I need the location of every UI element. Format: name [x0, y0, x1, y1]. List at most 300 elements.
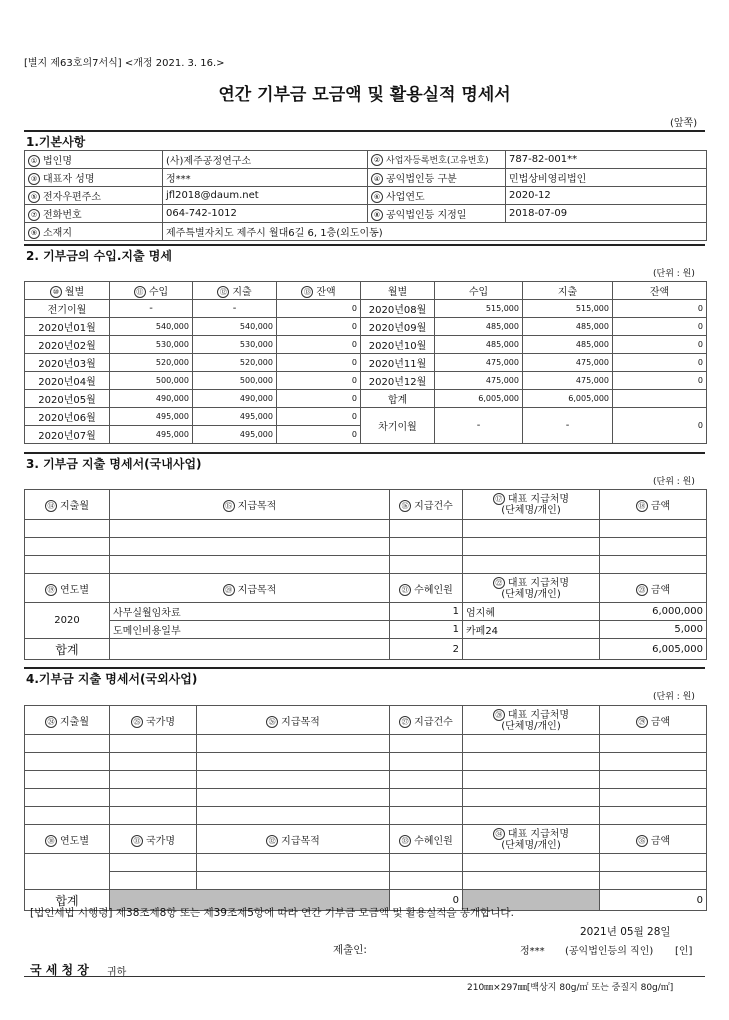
expense-cell: - — [193, 300, 277, 318]
expense-cell: 475,000 — [523, 354, 613, 372]
circled-number: ㉞ — [493, 828, 505, 840]
balance-cell: 0 — [277, 390, 361, 408]
income-expense-table — [24, 281, 707, 444]
header-label: 잔액 — [316, 287, 336, 298]
corp-type-value: 민법상비영리법인 — [506, 169, 707, 187]
table-row — [25, 603, 707, 621]
empty-row — [25, 520, 707, 538]
header-cell — [110, 574, 390, 603]
balance-cell: 0 — [277, 408, 361, 426]
header-cell — [600, 706, 707, 735]
header-cell: 지출 — [523, 282, 613, 300]
circled-number: ⑭ — [45, 500, 57, 512]
balance-cell: 0 — [613, 354, 707, 372]
header-cell — [463, 706, 600, 735]
empty-cell — [390, 538, 463, 556]
label-cell — [25, 169, 163, 187]
header-label: 지출월 — [60, 501, 89, 512]
email-value: jfl2018@daum.net — [163, 187, 368, 205]
total-amount: 0 — [600, 890, 707, 911]
header-label: 지급목적 — [237, 501, 277, 512]
header-label: 금액 — [650, 501, 671, 512]
footer-divider — [24, 976, 705, 977]
header-cell — [600, 490, 707, 520]
table-header-row — [25, 490, 707, 520]
header-cell — [25, 574, 110, 603]
empty-cell — [110, 639, 390, 660]
header-label: 연도별 — [60, 835, 89, 847]
empty-cell — [600, 789, 707, 807]
total-count: 0 — [390, 890, 463, 911]
balance-cell: 0 — [613, 336, 707, 354]
header-label: 지출 — [232, 287, 252, 298]
empty-cell — [600, 807, 707, 825]
basic-info-row — [25, 205, 707, 223]
header-cell — [600, 574, 707, 603]
empty-cell — [110, 872, 197, 890]
empty-cell — [110, 556, 390, 574]
header-cell — [25, 282, 110, 300]
header-label: 수혜인원 — [414, 584, 453, 596]
empty-cell — [25, 556, 110, 574]
month-cell: 전기이월 — [25, 300, 110, 318]
header-cell — [110, 706, 197, 735]
recipient: 국 세 청 장 — [30, 963, 89, 977]
submitter-label: 제출인: — [333, 944, 367, 956]
empty-cell — [197, 854, 390, 872]
circled-number: ⑬ — [301, 286, 313, 298]
carry-over-expense: - — [523, 408, 613, 444]
fiscal-year-value: 2020-12 — [506, 187, 707, 205]
domestic-expense-table — [24, 489, 707, 660]
label-cell — [25, 151, 163, 169]
table-header-row — [25, 574, 707, 603]
section-4-title: 4.기부금 지출 명세서(국외사업) — [26, 672, 198, 686]
empty-cell — [600, 854, 707, 872]
expense-cell: 495,000 — [193, 426, 277, 444]
circled-number: ⑱ — [636, 500, 648, 512]
empty-cell — [110, 771, 197, 789]
circled-number: ⑤ — [28, 191, 40, 203]
month-cell: 2020년11월 — [361, 354, 435, 372]
empty-cell — [25, 789, 110, 807]
empty-cell — [390, 735, 463, 753]
circled-number: ㉒ — [493, 577, 505, 589]
month-cell: 2020년01월 — [25, 318, 110, 336]
section-2-title: 2. 기부금의 수입.지출 명세 — [26, 249, 172, 263]
recipient-honorific: 귀하 — [107, 967, 127, 978]
document-title: 연간 기부금 모금액 및 활용실적 명세서 — [218, 85, 511, 105]
empty-cell — [110, 854, 197, 872]
label-cell — [25, 223, 163, 241]
label-cell — [368, 187, 506, 205]
empty-cell — [390, 556, 463, 574]
header-label: 대표 지급처명 — [507, 828, 570, 840]
balance-cell: 0 — [277, 336, 361, 354]
month-cell: 2020년02월 — [25, 336, 110, 354]
empty-row — [25, 771, 707, 789]
table-row — [25, 336, 707, 354]
label-cell — [368, 169, 506, 187]
representative-value: 정*** — [163, 169, 368, 187]
designation-date-value: 2018-07-09 — [506, 205, 707, 223]
circled-number: ㉟ — [636, 835, 648, 847]
empty-row — [25, 807, 707, 825]
income-cell: 485,000 — [435, 336, 523, 354]
circled-number: ㉕ — [131, 716, 143, 728]
circled-number: ⑨ — [28, 227, 40, 239]
empty-cell — [463, 538, 600, 556]
empty-cell — [25, 735, 110, 753]
empty-cell — [600, 771, 707, 789]
corp-name-value: (사)제주공정연구소 — [163, 151, 368, 169]
empty-row — [25, 538, 707, 556]
address-value: 제주특별자치도 제주시 월대6길 6, 1층(외도이동) — [163, 223, 707, 241]
total-label-cell: 합계 — [361, 390, 435, 408]
header-cell — [25, 825, 110, 854]
empty-cell — [25, 520, 110, 538]
header-label: 지급목적 — [237, 584, 277, 596]
empty-cell — [390, 789, 463, 807]
circled-number: ⑪ — [134, 286, 146, 298]
field-label: 대표자 성명 — [43, 174, 95, 185]
circled-number: ㉙ — [636, 716, 648, 728]
table-row — [25, 318, 707, 336]
empty-row — [25, 735, 707, 753]
empty-row — [25, 854, 707, 872]
expense-cell: 530,000 — [193, 336, 277, 354]
table-row — [25, 300, 707, 318]
seal-role: (공익법인등의 직인) — [565, 946, 654, 957]
field-label: 사업자등록번호(고유번호) — [386, 156, 489, 166]
income-cell: - — [110, 300, 193, 318]
empty-cell — [600, 520, 707, 538]
balance-cell: 0 — [613, 318, 707, 336]
header-cell — [277, 282, 361, 300]
empty-cell — [600, 538, 707, 556]
income-total-cell: 6,005,000 — [435, 390, 523, 408]
table-header-row — [25, 706, 707, 735]
field-label: 사업연도 — [386, 192, 425, 203]
circled-number: ㉜ — [266, 835, 278, 847]
table-header-row — [25, 282, 707, 300]
empty-cell — [390, 872, 463, 890]
header-label: 수입 — [148, 287, 169, 298]
expense-cell: 495,000 — [193, 408, 277, 426]
circled-number: ㉔ — [45, 716, 57, 728]
total-label: 합계 — [25, 890, 110, 911]
circled-number: ⑫ — [217, 286, 229, 298]
empty-cell — [25, 753, 110, 771]
balance-cell — [613, 390, 707, 408]
label-cell — [368, 151, 506, 169]
table-row — [25, 372, 707, 390]
expense-cell: 485,000 — [523, 318, 613, 336]
count-cell: 1 — [390, 603, 463, 621]
expense-cell: 485,000 — [523, 336, 613, 354]
expense-cell: 515,000 — [523, 300, 613, 318]
section-1-title: 1.기본사항 — [26, 135, 86, 149]
balance-cell: 0 — [277, 372, 361, 390]
balance-cell: 0 — [277, 354, 361, 372]
submission-date: 2021년 05월 28일 — [580, 926, 671, 938]
unit-label: (단위 : 원) — [653, 477, 695, 487]
header-cell — [463, 490, 600, 520]
month-cell: 2020년10월 — [361, 336, 435, 354]
empty-cell — [25, 538, 110, 556]
unit-label: (단위 : 원) — [653, 692, 695, 702]
empty-cell — [25, 771, 110, 789]
section-divider — [24, 452, 705, 454]
circled-number: ⑥ — [371, 191, 383, 203]
table-row — [25, 390, 707, 408]
circled-number: ④ — [371, 173, 383, 185]
field-label: 전화번호 — [43, 210, 82, 221]
phone-value: 064-742-1012 — [163, 205, 368, 223]
carry-over-label: 차기이월 — [361, 408, 435, 444]
section-divider — [24, 244, 705, 246]
empty-cell — [110, 520, 390, 538]
empty-cell — [600, 735, 707, 753]
empty-cell — [463, 556, 600, 574]
empty-cell — [600, 753, 707, 771]
empty-row — [25, 753, 707, 771]
amount-cell: 5,000 — [600, 621, 707, 639]
empty-cell — [197, 789, 390, 807]
month-cell: 2020년07월 — [25, 426, 110, 444]
empty-cell — [110, 789, 197, 807]
header-label: 대표 지급처명 — [507, 577, 570, 589]
circled-number: ㉝ — [399, 835, 411, 847]
empty-row — [25, 556, 707, 574]
empty-cell — [110, 807, 197, 825]
empty-cell — [197, 872, 390, 890]
circled-number: ㉑ — [399, 584, 411, 596]
income-cell: 530,000 — [110, 336, 193, 354]
header-cell — [110, 490, 390, 520]
circled-number: ㉚ — [45, 835, 57, 847]
empty-cell — [110, 538, 390, 556]
header-label: 수혜인원 — [414, 835, 453, 847]
header-label: 금액 — [650, 835, 671, 847]
balance-cell: 0 — [277, 318, 361, 336]
empty-cell — [390, 854, 463, 872]
total-count: 2 — [390, 639, 463, 660]
month-cell: 2020년05월 — [25, 390, 110, 408]
circled-number: ㉖ — [266, 716, 278, 728]
header-cell: 월별 — [361, 282, 435, 300]
circled-number: ㉓ — [636, 584, 648, 596]
total-row — [25, 639, 707, 660]
carry-over-income: - — [435, 408, 523, 444]
paper-spec: 210㎜×297㎜[백상지 80g/㎡ 또는 중질지 80g/㎡] — [467, 983, 674, 993]
header-cell: 수입 — [435, 282, 523, 300]
header-cell — [197, 706, 390, 735]
month-cell: 2020년12월 — [361, 372, 435, 390]
circled-number: ㉘ — [493, 709, 505, 721]
empty-cell — [110, 753, 197, 771]
purpose-cell: 사무실월임차료 — [110, 603, 390, 621]
header-label: (단체명/개인) — [501, 839, 561, 851]
basic-info-row — [25, 223, 707, 241]
seal-mark: [인] — [675, 946, 693, 957]
empty-cell — [110, 735, 197, 753]
field-label: 공익법인등 지정일 — [386, 210, 467, 221]
expense-cell: 540,000 — [193, 318, 277, 336]
income-cell: 485,000 — [435, 318, 523, 336]
label-cell — [25, 187, 163, 205]
table-header-row — [25, 825, 707, 854]
empty-cell — [463, 872, 600, 890]
amount-cell: 6,000,000 — [600, 603, 707, 621]
front-page-label: (앞쪽) — [670, 118, 698, 129]
empty-cell — [197, 807, 390, 825]
header-label: (단체명/개인) — [501, 720, 561, 732]
month-cell: 2020년04월 — [25, 372, 110, 390]
empty-cell — [390, 771, 463, 789]
circled-number: ① — [28, 155, 40, 167]
header-label: 연도별 — [60, 584, 89, 596]
balance-cell: 0 — [613, 300, 707, 318]
circled-number: ⑰ — [493, 493, 505, 505]
empty-row — [25, 872, 707, 890]
income-cell: 515,000 — [435, 300, 523, 318]
total-amount: 6,005,000 — [600, 639, 707, 660]
header-cell — [193, 282, 277, 300]
basic-info-row — [25, 169, 707, 187]
header-label: 국가명 — [146, 835, 175, 847]
section-3-title: 3. 기부금 지출 명세서(국내사업) — [26, 457, 202, 471]
header-label: 대표 지급처명 — [507, 709, 570, 721]
legal-notice: [법인세법 시행령] 제38조제8항 또는 제39조제5항에 따라 연간 기부금 모금액 및 활용실적을 공개합니다. — [30, 907, 514, 919]
empty-row — [25, 789, 707, 807]
circled-number: ⑮ — [223, 500, 235, 512]
header-cell — [463, 574, 600, 603]
empty-cell — [390, 520, 463, 538]
header-label: 지급목적 — [281, 716, 320, 728]
carry-over-balance: 0 — [613, 408, 707, 444]
count-cell: 1 — [390, 621, 463, 639]
header-cell — [600, 825, 707, 854]
empty-cell — [25, 854, 110, 890]
header-cell: 잔액 — [613, 282, 707, 300]
balance-cell: 0 — [277, 426, 361, 444]
circled-number: ⑦ — [28, 209, 40, 221]
unit-label: (단위 : 원) — [653, 269, 695, 279]
empty-cell — [25, 807, 110, 825]
expense-cell: 475,000 — [523, 372, 613, 390]
empty-cell — [600, 872, 707, 890]
header-cell — [390, 706, 463, 735]
header-label: 국가명 — [146, 716, 175, 728]
circled-number: ⑩ — [50, 286, 62, 298]
header-cell — [390, 574, 463, 603]
overseas-expense-table — [24, 705, 707, 911]
expense-cell: 520,000 — [193, 354, 277, 372]
header-label: 지급목적 — [281, 835, 320, 847]
empty-cell — [463, 639, 600, 660]
header-label: 금액 — [650, 716, 671, 728]
empty-cell — [463, 789, 600, 807]
expense-cell: 490,000 — [193, 390, 277, 408]
empty-cell — [600, 556, 707, 574]
income-cell: 475,000 — [435, 372, 523, 390]
income-cell: 520,000 — [110, 354, 193, 372]
expense-total-cell: 6,005,000 — [523, 390, 613, 408]
field-label: 공익법인등 구분 — [386, 174, 457, 185]
label-cell — [368, 205, 506, 223]
income-cell: 490,000 — [110, 390, 193, 408]
empty-cell — [463, 807, 600, 825]
empty-cell — [390, 753, 463, 771]
business-number-value: 787-82-001** — [506, 151, 707, 169]
header-label: 금액 — [650, 584, 671, 596]
empty-cell — [390, 807, 463, 825]
header-cell — [110, 282, 193, 300]
empty-cell — [463, 753, 600, 771]
total-label: 합계 — [25, 639, 110, 660]
empty-cell — [463, 520, 600, 538]
income-cell: 495,000 — [110, 408, 193, 426]
header-cell — [25, 706, 110, 735]
empty-cell — [463, 735, 600, 753]
field-label: 전자우편주소 — [43, 192, 101, 203]
payee-cell: 카페24 — [463, 621, 600, 639]
month-cell: 2020년06월 — [25, 408, 110, 426]
table-row — [25, 354, 707, 372]
income-cell: 540,000 — [110, 318, 193, 336]
income-cell: 475,000 — [435, 354, 523, 372]
label-cell — [25, 205, 163, 223]
header-label: (단체명/개인) — [501, 505, 561, 516]
expense-cell: 500,000 — [193, 372, 277, 390]
year-cell: 2020 — [25, 603, 110, 639]
month-cell: 2020년09월 — [361, 318, 435, 336]
section-divider — [24, 130, 705, 132]
form-reference: [별지 제63호의7서식] <개정 2021. 3. 16.> — [24, 58, 225, 69]
circled-number: ㉛ — [131, 835, 143, 847]
month-cell: 2020년03월 — [25, 354, 110, 372]
header-label: (단체명/개인) — [501, 588, 561, 600]
purpose-cell: 도메인비용일부 — [110, 621, 390, 639]
basic-info-table — [24, 150, 707, 241]
header-label: 지출월 — [60, 716, 89, 728]
basic-info-row — [25, 151, 707, 169]
basic-info-row — [25, 187, 707, 205]
header-label: 지급건수 — [414, 716, 453, 728]
income-cell: 495,000 — [110, 426, 193, 444]
empty-cell — [197, 771, 390, 789]
empty-cell — [463, 771, 600, 789]
header-cell — [390, 490, 463, 520]
header-label: 대표 지급처명 — [507, 494, 570, 505]
empty-cell — [463, 854, 600, 872]
circled-number: ⑧ — [371, 209, 383, 221]
table-row — [25, 621, 707, 639]
section-divider — [24, 667, 705, 669]
empty-cell — [197, 735, 390, 753]
circled-number: ㉗ — [399, 716, 411, 728]
submitter-name: 정*** — [520, 946, 545, 957]
field-label: 법인명 — [43, 156, 72, 167]
balance-cell: 0 — [277, 300, 361, 318]
field-label: 소재지 — [43, 228, 72, 239]
empty-cell — [197, 753, 390, 771]
month-cell: 2020년08월 — [361, 300, 435, 318]
income-cell: 500,000 — [110, 372, 193, 390]
header-label: 지급건수 — [414, 501, 453, 512]
header-cell — [25, 490, 110, 520]
